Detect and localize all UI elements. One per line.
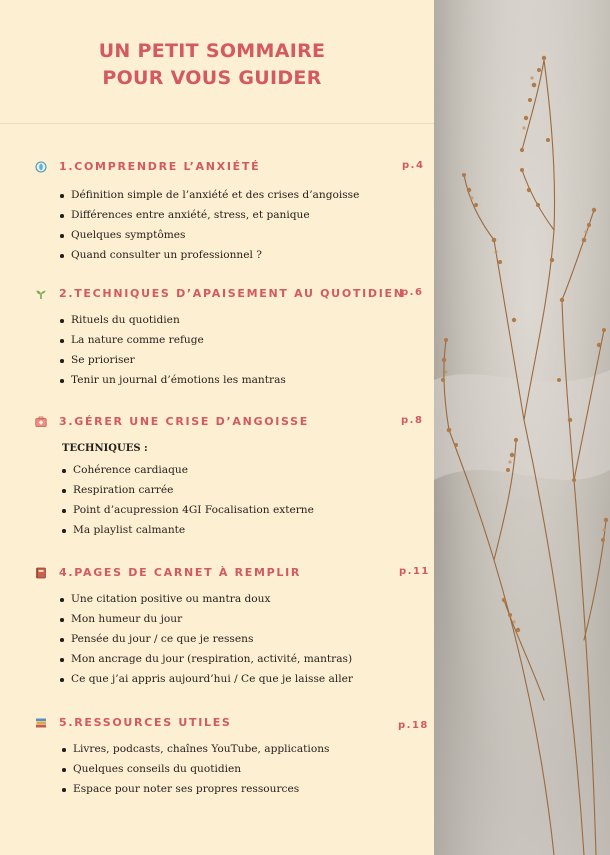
section-2[interactable]	[0, 286, 434, 390]
section-items	[71, 185, 434, 265]
section-header[interactable]	[0, 159, 434, 177]
list-item: Respiration carrée	[73, 480, 434, 500]
section-title: 3.GÉRER UNE CRISE D’ANGOISSE	[59, 415, 310, 428]
list-item: Ma playlist calmante	[73, 520, 434, 540]
list-item: Une citation positive ou mantra doux	[71, 589, 434, 609]
list-item: Pensée du jour / ce que je ressens	[71, 629, 434, 649]
page-title	[0, 38, 434, 92]
dried-flowers-illustration	[434, 0, 610, 855]
list-item: Livres, podcasts, chaînes YouTube, applications	[73, 739, 434, 759]
section-3[interactable]	[0, 414, 434, 540]
list-item: Rituels du quotidien	[71, 310, 434, 330]
section-title: 2.TECHNIQUES D’APAISEMENT AU QUOTIDIEN	[59, 287, 405, 300]
list-item: Espace pour noter ses propres ressources	[73, 779, 434, 799]
list-item: Se prioriser	[71, 350, 434, 370]
sprout-icon	[35, 288, 47, 300]
section-page-number: p.6	[401, 287, 424, 298]
dried-flowers-photo	[434, 0, 610, 855]
notebook-icon	[35, 567, 47, 579]
section-title: 4.PAGES DE CARNET À REMPLIR	[59, 566, 302, 579]
techniques-subtitle: TECHNIQUES :	[62, 443, 148, 454]
list-item: La nature comme refuge	[71, 330, 434, 350]
section-items	[71, 310, 434, 390]
title-line-1: UN PETIT SOMMAIRE	[98, 40, 326, 62]
section-header[interactable]	[0, 286, 434, 304]
list-item: Différences entre anxiété, stress, et panique	[71, 205, 434, 225]
list-item: Point d’acupression 4GI Focalisation externe	[73, 500, 434, 520]
section-page-number: p.4	[402, 160, 425, 171]
section-page-number: p.18	[398, 720, 429, 731]
section-header[interactable]	[0, 414, 434, 432]
section-items	[73, 460, 434, 540]
list-item: Tenir un journal d’émotions les mantras	[71, 370, 434, 390]
list-item: Définition simple de l’anxiété et des crises d’angoisse	[71, 185, 434, 205]
section-5[interactable]	[0, 715, 434, 799]
section-header[interactable]	[0, 565, 434, 583]
list-item: Ce que j’ai appris aujourd’hui / Ce que je laisse aller	[71, 669, 434, 689]
list-item: Quand consulter un professionnel ?	[71, 245, 434, 265]
divider	[0, 123, 434, 124]
section-page-number: p.8	[401, 415, 424, 426]
first-aid-icon	[35, 416, 47, 428]
list-item: Cohérence cardiaque	[73, 460, 434, 480]
leaf-swirl-icon	[35, 161, 47, 173]
title-line-2: POUR VOUS GUIDER	[102, 67, 322, 89]
list-item: Quelques conseils du quotidien	[73, 759, 434, 779]
section-page-number: p.11	[399, 566, 430, 577]
section-title: 1.COMPRENDRE L’ANXIÉTÉ	[59, 160, 261, 173]
list-item: Mon humeur du jour	[71, 609, 434, 629]
section-title: 5.RESSOURCES UTILES	[59, 716, 232, 729]
section-items	[71, 589, 434, 689]
section-header[interactable]	[0, 715, 434, 733]
section-items	[73, 739, 434, 799]
section-1[interactable]	[0, 159, 434, 265]
section-4[interactable]	[0, 565, 434, 689]
books-icon	[35, 717, 47, 729]
list-item: Quelques symptômes	[71, 225, 434, 245]
list-item: Mon ancrage du jour (respiration, activité, mantras)	[71, 649, 434, 669]
